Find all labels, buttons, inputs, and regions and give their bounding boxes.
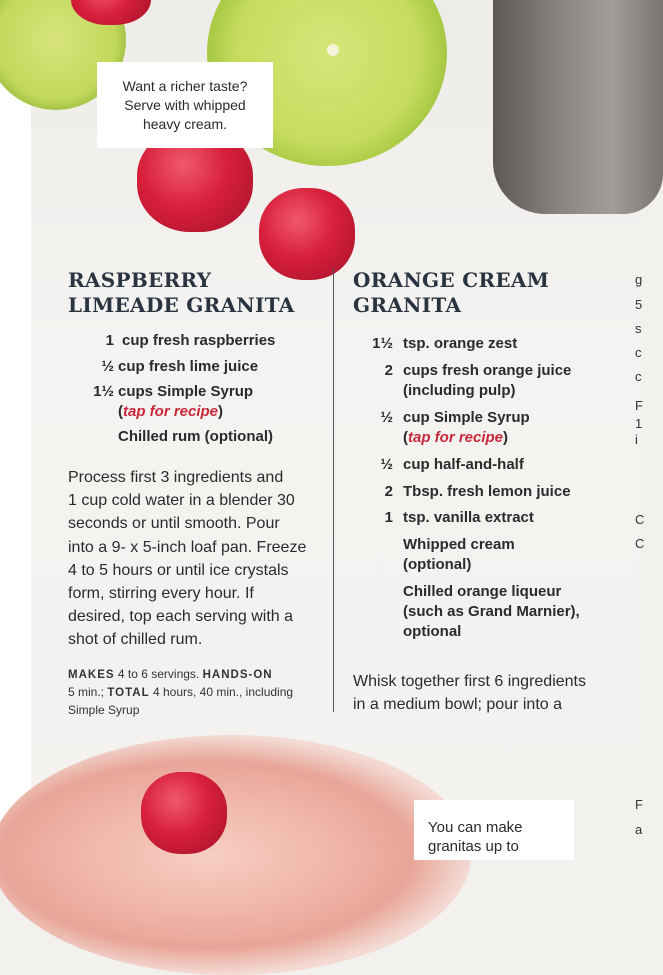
yield-info (68, 666, 330, 719)
edge-text: c (635, 369, 642, 384)
method-orange (353, 670, 618, 716)
column-divider (333, 268, 334, 712)
tip-box-bottom (414, 800, 574, 860)
lime-core (327, 44, 339, 56)
ingredient-name: cups fresh orange juice (403, 362, 572, 379)
total-label: TOTAL (107, 687, 150, 699)
recipe-link[interactable]: (tap for recipe) (403, 429, 509, 446)
method-raspberry (68, 466, 333, 652)
hands-on-value: 5 min.; (68, 685, 105, 699)
method-line: shot of chilled rum. (68, 631, 203, 649)
ingredient-name: cup fresh lime juice (118, 358, 259, 375)
ingredient-name: tsp. orange zest (403, 335, 518, 352)
ingredient-list-orange (353, 334, 623, 654)
tip-line: You can make (428, 819, 523, 836)
ingredient-qty: 1½ (93, 383, 114, 400)
ingredient-list-raspberry (68, 331, 333, 451)
title-line: RASPBERRY (68, 268, 212, 292)
raspberry-image (141, 772, 227, 854)
granita-bowl-image (0, 735, 471, 975)
edge-text: g (635, 272, 643, 287)
ingredient-name: cup fresh raspberries (122, 332, 276, 349)
raspberry-image (259, 188, 355, 280)
tip-line: Want a richer taste? (122, 77, 248, 94)
total-value: 4 hours, 40 min., including (152, 685, 294, 699)
tip-box-top (97, 62, 273, 148)
ingredient-qty: 1 (384, 509, 393, 526)
edge-text: i (635, 432, 638, 447)
ingredient-name: (including pulp) (403, 382, 516, 399)
ingredient-qty: 2 (384, 362, 393, 379)
recipe-title-raspberry (68, 268, 295, 318)
magazine-page (31, 0, 645, 855)
edge-text: c (635, 345, 642, 360)
method-line: 4 to 5 hours or until ice crystals (68, 561, 289, 579)
edge-text: a (635, 822, 643, 837)
page-margin (0, 0, 31, 853)
tip-line: heavy cream. (142, 115, 228, 132)
ingredient-qty: ½ (380, 409, 393, 426)
ingredient-name: Chilled rum (optional) (118, 428, 273, 445)
method-line: form, stirring every hour. If (68, 585, 254, 603)
method-line: Process first 3 ingredients and (68, 469, 284, 486)
method-line: seconds or until smooth. Pour (68, 515, 280, 533)
edge-text: 5 (635, 297, 643, 312)
tap-for-recipe-link[interactable]: tap for recipe (408, 429, 504, 446)
ingredient-qty: ½ (101, 358, 114, 375)
edge-text: C (635, 536, 645, 551)
metal-cup-image (493, 0, 663, 214)
title-line: GRANITA (353, 293, 462, 317)
ingredient-name: cup Simple Syrup (403, 409, 530, 426)
edge-text: F (635, 398, 643, 413)
method-line: desired, top each serving with a (68, 608, 294, 626)
method-line: into a 9- x 5-inch loaf pan. Freeze (68, 538, 307, 556)
ingredient-qty: 1½ (372, 335, 393, 352)
ingredient-name: (optional) (403, 556, 472, 573)
tip-line: Serve with whipped (124, 96, 246, 113)
recipe-title-orange (353, 268, 549, 318)
ingredient-name: (such as Grand Marnier), (403, 603, 580, 620)
ingredient-name: cups Simple Syrup (118, 383, 254, 400)
makes-label: MAKES (68, 669, 115, 681)
makes-value: 4 to 6 servings. (117, 667, 200, 681)
method-line: in a medium bowl; pour into a (353, 696, 562, 714)
edge-text: 1 (635, 416, 643, 431)
hands-on-label: HANDS-ON (202, 669, 273, 681)
ingredient-qty: 2 (384, 483, 393, 500)
total-value: Simple Syrup (68, 703, 140, 717)
edge-text: F (635, 797, 643, 812)
method-line: Whisk together first 6 ingredients (353, 673, 586, 690)
edge-text: C (635, 512, 645, 527)
ingredient-name: cup half-and-half (403, 456, 524, 473)
ingredient-name: optional (403, 623, 462, 640)
method-line: 1 cup cold water in a blender 30 (68, 492, 295, 510)
title-line: LIMEADE GRANITA (68, 293, 295, 317)
tap-for-recipe-link[interactable]: tap for recipe (123, 403, 219, 420)
ingredient-name: tsp. vanilla extract (403, 509, 534, 526)
ingredient-qty: 1 (105, 332, 114, 349)
tip-line: granitas up to (428, 838, 519, 855)
ingredient-name: Chilled orange liqueur (403, 583, 562, 600)
ingredient-name: Whipped cream (403, 536, 515, 553)
ingredient-name: Tbsp. fresh lemon juice (403, 483, 571, 500)
recipe-link[interactable]: (tap for recipe) (118, 403, 224, 420)
title-line: ORANGE CREAM (353, 268, 550, 292)
ingredient-qty: ½ (380, 456, 393, 473)
edge-text: s (635, 321, 642, 336)
